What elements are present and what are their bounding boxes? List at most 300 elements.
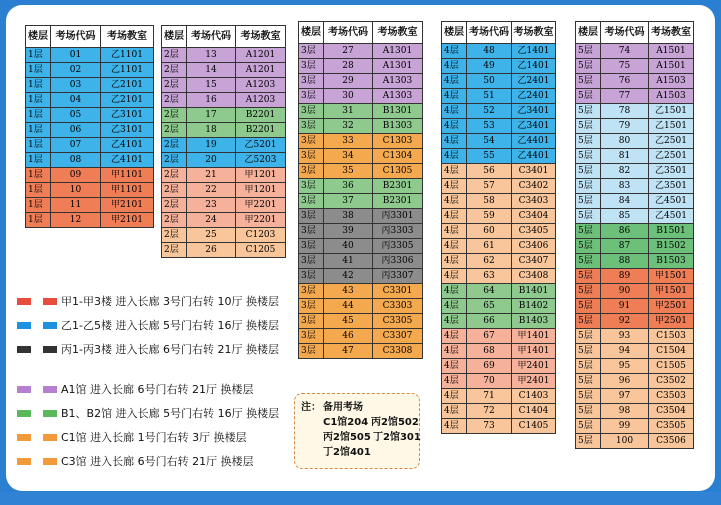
floor-cell: 4层 <box>442 224 467 239</box>
table-row <box>442 224 556 239</box>
floor-cell: 4层 <box>442 404 467 419</box>
table-row <box>442 89 556 104</box>
classroom-cell: A1201 <box>236 63 286 78</box>
exam-code-cell: 56 <box>467 164 512 179</box>
legend-item <box>15 293 290 311</box>
classroom-cell: 乙1101 <box>101 63 154 78</box>
classroom-cell: C1404 <box>512 404 556 419</box>
floor-cell: 5层 <box>576 254 601 269</box>
classroom-cell: A1303 <box>373 74 423 89</box>
table-row <box>442 299 556 314</box>
table-row <box>299 284 423 299</box>
classroom-cell: 乙4401 <box>512 149 556 164</box>
floor-cell: 4层 <box>442 59 467 74</box>
dashed-line-icon <box>17 434 57 441</box>
exam-code-cell: 72 <box>467 404 512 419</box>
floor-cell: 1层 <box>26 168 51 183</box>
floor-cell: 2层 <box>162 63 187 78</box>
classroom-cell: 乙4501 <box>649 209 694 224</box>
table-row <box>299 149 423 164</box>
floor-cell: 5层 <box>576 179 601 194</box>
exam-code-cell: 20 <box>187 153 236 168</box>
exam-code-cell: 12 <box>51 213 101 228</box>
table-row <box>26 93 154 108</box>
classroom-cell: A1501 <box>649 59 694 74</box>
table-row <box>299 74 423 89</box>
exam-code-cell: 76 <box>601 74 649 89</box>
table-row <box>442 119 556 134</box>
table-row <box>576 119 694 134</box>
exam-code-cell: 96 <box>601 374 649 389</box>
floor-cell: 4层 <box>442 104 467 119</box>
table-row <box>26 198 154 213</box>
exam-code-cell: 50 <box>467 74 512 89</box>
exam-code-cell: 66 <box>467 314 512 329</box>
floor-cell: 5层 <box>576 419 601 434</box>
exam-code-cell: 44 <box>324 299 373 314</box>
table-row <box>26 48 154 63</box>
exam-code-cell: 13 <box>187 48 236 63</box>
column-header: 楼层 <box>299 22 324 44</box>
classroom-cell: C1503 <box>649 329 694 344</box>
column-header: 楼层 <box>576 22 601 44</box>
exam-code-cell: 95 <box>601 359 649 374</box>
exam-code-cell: 46 <box>324 329 373 344</box>
floor-cell: 2层 <box>162 153 187 168</box>
classroom-cell: 甲2401 <box>512 374 556 389</box>
table-row <box>26 168 154 183</box>
classroom-cell: 丙3307 <box>373 269 423 284</box>
exam-code-cell: 90 <box>601 284 649 299</box>
floor-cell: 4层 <box>442 359 467 374</box>
classroom-cell: C3305 <box>373 314 423 329</box>
floor-cell: 3层 <box>299 239 324 254</box>
floor-cell: 3层 <box>299 254 324 269</box>
floor-cell: 3层 <box>299 104 324 119</box>
exam-code-cell: 01 <box>51 48 101 63</box>
legend-item <box>15 405 290 423</box>
classroom-cell: 乙2101 <box>101 93 154 108</box>
floor-cell: 2层 <box>162 138 187 153</box>
table-row <box>576 209 694 224</box>
table-row <box>299 104 423 119</box>
legend-label: C1馆 进入长廊 1号门右转 3厅 换楼层 <box>61 431 247 444</box>
exam-code-cell: 30 <box>324 89 373 104</box>
floor-cell: 3层 <box>299 89 324 104</box>
classroom-cell: A1203 <box>236 93 286 108</box>
exam-code-cell: 40 <box>324 239 373 254</box>
floor-cell: 1层 <box>26 198 51 213</box>
table-row <box>576 419 694 434</box>
table-row <box>576 314 694 329</box>
floor-cell: 4层 <box>442 269 467 284</box>
table-floor-2 <box>161 25 286 258</box>
dashed-line-icon <box>17 346 57 353</box>
exam-code-cell: 75 <box>601 59 649 74</box>
table-row <box>162 108 286 123</box>
exam-code-cell: 23 <box>187 198 236 213</box>
dashed-line-icon <box>17 410 57 417</box>
table-row <box>576 224 694 239</box>
table-row <box>26 138 154 153</box>
table-row <box>442 254 556 269</box>
table-row <box>162 198 286 213</box>
table-row <box>576 104 694 119</box>
legend-label: B1、B2馆 进入长廊 5号门右转 16厅 换楼层 <box>61 407 280 420</box>
floor-cell: 5层 <box>576 59 601 74</box>
floor-cell: 2层 <box>162 228 187 243</box>
classroom-cell: 甲2201 <box>236 213 286 228</box>
column-header: 考场代码 <box>601 22 649 44</box>
floor-cell: 4层 <box>442 254 467 269</box>
classroom-cell: 甲1401 <box>512 344 556 359</box>
classroom-cell: C3402 <box>512 179 556 194</box>
floor-cell: 4层 <box>442 374 467 389</box>
classroom-cell: 乙4101 <box>101 138 154 153</box>
table-row <box>576 179 694 194</box>
classroom-cell: 乙3101 <box>101 108 154 123</box>
table-row <box>162 153 286 168</box>
classroom-cell: 乙5201 <box>236 138 286 153</box>
classroom-cell: 乙3401 <box>512 104 556 119</box>
legend-label: 丙1-丙3楼 进入长廊 6号门右转 21厅 换楼层 <box>61 343 279 356</box>
table-row <box>576 89 694 104</box>
classroom-cell: 乙2501 <box>649 149 694 164</box>
classroom-cell: 乙3101 <box>101 123 154 138</box>
table-row <box>576 134 694 149</box>
classroom-cell: C1205 <box>236 243 286 258</box>
table-floor-4 <box>441 21 556 434</box>
classroom-cell: 乙2501 <box>649 134 694 149</box>
floor-cell: 5层 <box>576 344 601 359</box>
floor-cell: 5层 <box>576 119 601 134</box>
exam-code-cell: 34 <box>324 149 373 164</box>
table-row <box>162 123 286 138</box>
table-row <box>576 269 694 284</box>
classroom-cell: C3403 <box>512 194 556 209</box>
table-row <box>442 359 556 374</box>
reserve-rooms-note <box>294 393 420 469</box>
exam-code-cell: 28 <box>324 59 373 74</box>
classroom-cell: 乙1401 <box>512 59 556 74</box>
table-row <box>162 63 286 78</box>
table-floor-1 <box>25 25 154 228</box>
exam-code-cell: 48 <box>467 44 512 59</box>
table-row <box>576 359 694 374</box>
classroom-cell: A1301 <box>373 44 423 59</box>
dashed-line-icon <box>17 298 57 305</box>
legend-item <box>15 453 290 471</box>
table-row <box>162 138 286 153</box>
classroom-cell: C3504 <box>649 404 694 419</box>
table-row <box>576 344 694 359</box>
floor-cell: 4层 <box>442 389 467 404</box>
classroom-cell: B1402 <box>512 299 556 314</box>
table-row <box>299 59 423 74</box>
floor-cell: 2层 <box>162 108 187 123</box>
classroom-cell: C1505 <box>649 359 694 374</box>
floor-cell: 4层 <box>442 179 467 194</box>
legend-item <box>15 341 290 359</box>
floor-cell: 5层 <box>576 44 601 59</box>
floor-cell: 3层 <box>299 269 324 284</box>
table-row <box>442 239 556 254</box>
table-row <box>442 149 556 164</box>
table-row <box>162 228 286 243</box>
floor-cell: 2层 <box>162 198 187 213</box>
floor-cell: 5层 <box>576 149 601 164</box>
exam-code-cell: 93 <box>601 329 649 344</box>
floor-cell: 4层 <box>442 44 467 59</box>
exam-code-cell: 21 <box>187 168 236 183</box>
table-row <box>442 419 556 434</box>
table-row <box>299 269 423 284</box>
classroom-cell: B2301 <box>373 194 423 209</box>
classroom-cell: 丙3305 <box>373 239 423 254</box>
classroom-cell: B1401 <box>512 284 556 299</box>
floor-cell: 2层 <box>162 78 187 93</box>
legend-item <box>15 381 290 399</box>
classroom-cell: C1504 <box>649 344 694 359</box>
exam-code-cell: 09 <box>51 168 101 183</box>
column-header: 考场教室 <box>101 26 154 48</box>
exam-code-cell: 53 <box>467 119 512 134</box>
exam-code-cell: 05 <box>51 108 101 123</box>
table-row <box>576 239 694 254</box>
table-row <box>299 179 423 194</box>
table-row <box>299 329 423 344</box>
exam-code-cell: 82 <box>601 164 649 179</box>
exam-code-cell: 94 <box>601 344 649 359</box>
exam-code-cell: 45 <box>324 314 373 329</box>
table-row <box>299 119 423 134</box>
floor-cell: 3层 <box>299 284 324 299</box>
exam-code-cell: 38 <box>324 209 373 224</box>
table-row <box>162 168 286 183</box>
column-header: 楼层 <box>26 26 51 48</box>
exam-code-cell: 02 <box>51 63 101 78</box>
table-row <box>442 389 556 404</box>
classroom-cell: C3406 <box>512 239 556 254</box>
exam-code-cell: 65 <box>467 299 512 314</box>
table-row <box>299 224 423 239</box>
floor-cell: 5层 <box>576 374 601 389</box>
classroom-cell: 乙4501 <box>649 194 694 209</box>
floor-cell: 3层 <box>299 59 324 74</box>
table-row <box>162 48 286 63</box>
exam-code-cell: 69 <box>467 359 512 374</box>
exam-code-cell: 16 <box>187 93 236 108</box>
table-row <box>576 329 694 344</box>
classroom-cell: C3503 <box>649 389 694 404</box>
floor-cell: 1层 <box>26 213 51 228</box>
table-row <box>26 183 154 198</box>
floor-cell: 5层 <box>576 434 601 449</box>
classroom-cell: A1503 <box>649 74 694 89</box>
exam-code-cell: 49 <box>467 59 512 74</box>
classroom-cell: C3401 <box>512 164 556 179</box>
dashed-line-icon <box>17 322 57 329</box>
classroom-cell: 乙1501 <box>649 119 694 134</box>
dashed-line-icon <box>17 458 57 465</box>
exam-code-cell: 47 <box>324 344 373 359</box>
exam-code-cell: 37 <box>324 194 373 209</box>
column-header: 考场教室 <box>512 22 556 44</box>
floor-cell: 4层 <box>442 119 467 134</box>
floor-cell: 3层 <box>299 194 324 209</box>
exam-code-cell: 31 <box>324 104 373 119</box>
floor-cell: 1层 <box>26 48 51 63</box>
table-floor-3 <box>298 21 423 359</box>
table-row <box>576 254 694 269</box>
classroom-cell: C3308 <box>373 344 423 359</box>
exam-code-cell: 41 <box>324 254 373 269</box>
exam-code-cell: 71 <box>467 389 512 404</box>
table-row <box>442 104 556 119</box>
floor-cell: 3层 <box>299 329 324 344</box>
floor-cell: 2层 <box>162 123 187 138</box>
table-row <box>442 164 556 179</box>
table-row <box>299 299 423 314</box>
exam-code-cell: 89 <box>601 269 649 284</box>
table-row <box>26 213 154 228</box>
legend-item <box>15 429 290 447</box>
classroom-cell: B1501 <box>649 224 694 239</box>
exam-code-cell: 85 <box>601 209 649 224</box>
exam-code-cell: 68 <box>467 344 512 359</box>
exam-code-cell: 97 <box>601 389 649 404</box>
exam-code-cell: 67 <box>467 329 512 344</box>
exam-code-cell: 39 <box>324 224 373 239</box>
floor-cell: 2层 <box>162 168 187 183</box>
exam-code-cell: 62 <box>467 254 512 269</box>
table-row <box>162 78 286 93</box>
table-row <box>576 299 694 314</box>
floor-cell: 2层 <box>162 243 187 258</box>
exam-code-cell: 57 <box>467 179 512 194</box>
floor-cell: 2层 <box>162 48 187 63</box>
floor-cell: 3层 <box>299 119 324 134</box>
classroom-cell: B1301 <box>373 104 423 119</box>
table-row <box>442 374 556 389</box>
table-row <box>162 213 286 228</box>
floor-cell: 5层 <box>576 74 601 89</box>
classroom-cell: 甲2101 <box>101 213 154 228</box>
table-row <box>576 284 694 299</box>
exam-code-cell: 52 <box>467 104 512 119</box>
floor-cell: 3层 <box>299 299 324 314</box>
exam-code-cell: 22 <box>187 183 236 198</box>
note-prefix: 注： <box>301 402 321 413</box>
exam-code-cell: 83 <box>601 179 649 194</box>
table-row <box>442 314 556 329</box>
classroom-cell: 丙3306 <box>373 254 423 269</box>
classroom-cell: C3405 <box>512 224 556 239</box>
table-row <box>162 93 286 108</box>
floor-cell: 3层 <box>299 164 324 179</box>
floor-cell: 5层 <box>576 239 601 254</box>
table-row <box>576 194 694 209</box>
table-row <box>299 89 423 104</box>
classroom-cell: 乙2401 <box>512 89 556 104</box>
floor-cell: 4层 <box>442 134 467 149</box>
table-row <box>442 209 556 224</box>
table-row <box>576 389 694 404</box>
table-row <box>442 269 556 284</box>
floor-cell: 1层 <box>26 78 51 93</box>
classroom-cell: C1203 <box>236 228 286 243</box>
table-row <box>299 209 423 224</box>
floor-cell: 4层 <box>442 344 467 359</box>
exam-code-cell: 42 <box>324 269 373 284</box>
table-row <box>26 123 154 138</box>
classroom-cell: 乙1101 <box>101 48 154 63</box>
table-row <box>442 194 556 209</box>
exam-code-cell: 10 <box>51 183 101 198</box>
classroom-cell: 丙3303 <box>373 224 423 239</box>
table-row <box>26 63 154 78</box>
exam-code-cell: 54 <box>467 134 512 149</box>
floor-cell: 1层 <box>26 153 51 168</box>
floor-cell: 5层 <box>576 269 601 284</box>
classroom-cell: 乙4401 <box>512 134 556 149</box>
exam-code-cell: 32 <box>324 119 373 134</box>
classroom-cell: B1502 <box>649 239 694 254</box>
bottom-bar <box>0 492 721 505</box>
exam-code-cell: 59 <box>467 209 512 224</box>
classroom-cell: 甲2401 <box>512 359 556 374</box>
exam-code-cell: 79 <box>601 119 649 134</box>
floor-cell: 5层 <box>576 404 601 419</box>
exam-code-cell: 99 <box>601 419 649 434</box>
column-header: 考场代码 <box>324 22 373 44</box>
exam-code-cell: 87 <box>601 239 649 254</box>
classroom-cell: 乙3401 <box>512 119 556 134</box>
classroom-cell: C3407 <box>512 254 556 269</box>
table-row <box>162 243 286 258</box>
note-room: C1馆204 <box>323 417 369 428</box>
exam-code-cell: 33 <box>324 134 373 149</box>
floor-cell: 4层 <box>442 149 467 164</box>
floor-cell: 5层 <box>576 284 601 299</box>
floor-cell: 2层 <box>162 213 187 228</box>
classroom-cell: 甲1201 <box>236 183 286 198</box>
legend-label: A1馆 进入长廊 6号门右转 21厅 换楼层 <box>61 383 254 396</box>
classroom-cell: 乙1401 <box>512 44 556 59</box>
column-header: 考场教室 <box>373 22 423 44</box>
table-row <box>576 374 694 389</box>
classroom-cell: C1403 <box>512 389 556 404</box>
exam-code-cell: 64 <box>467 284 512 299</box>
legend-label: 乙1-乙5楼 进入长廊 5号门右转 16厅 换楼层 <box>61 319 279 332</box>
table-row <box>299 239 423 254</box>
exam-code-cell: 73 <box>467 419 512 434</box>
exam-code-cell: 04 <box>51 93 101 108</box>
table-row <box>26 78 154 93</box>
table-row <box>576 59 694 74</box>
table-row <box>299 254 423 269</box>
exam-code-cell: 80 <box>601 134 649 149</box>
exam-code-cell: 26 <box>187 243 236 258</box>
floor-cell: 5层 <box>576 134 601 149</box>
column-header: 考场教室 <box>236 26 286 48</box>
floor-cell: 1层 <box>26 93 51 108</box>
floor-cell: 3层 <box>299 344 324 359</box>
classroom-cell: 甲1201 <box>236 168 286 183</box>
floor-cell: 4层 <box>442 419 467 434</box>
note-room: 丙2馆502 <box>371 417 419 428</box>
table-row <box>576 404 694 419</box>
